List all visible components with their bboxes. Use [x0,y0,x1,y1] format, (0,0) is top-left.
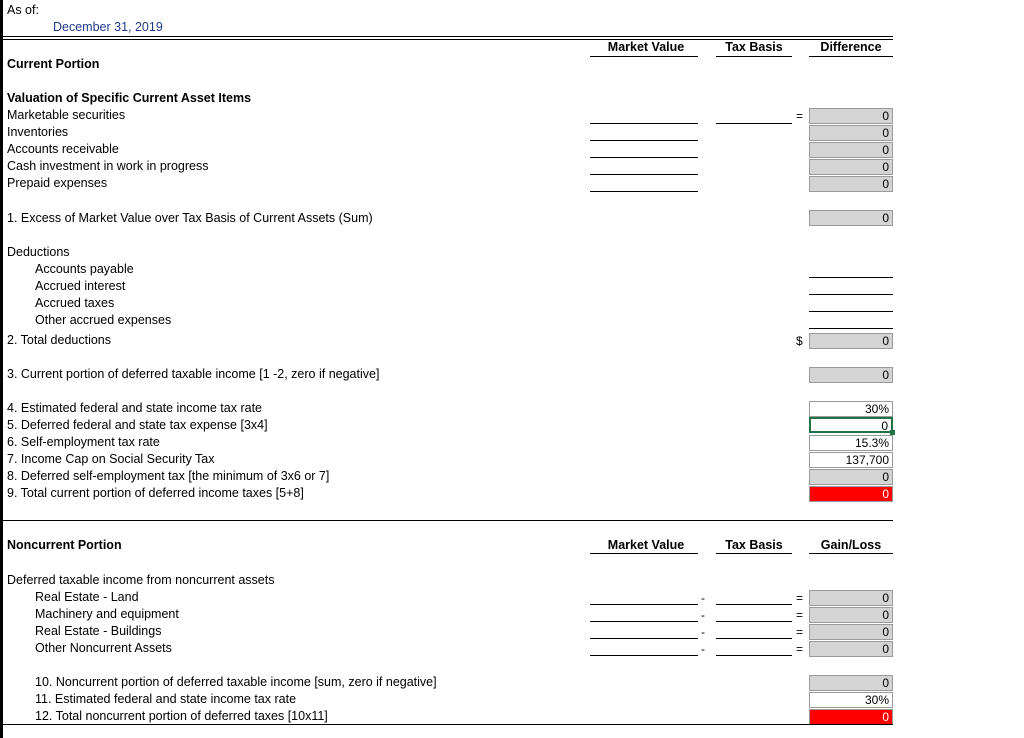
deduction-label: Accrued taxes [35,296,115,310]
noncurrent-item-label: Machinery and equipment [35,607,179,621]
market-value-input[interactable] [590,191,698,192]
noncurrent-item-label: Real Estate - Buildings [35,624,162,638]
tax-basis-input[interactable] [716,123,792,124]
market-value-input[interactable] [590,157,698,158]
tax-basis-input[interactable] [716,655,792,656]
item-label: Accounts receivable [7,142,119,156]
minus-sign: - [701,625,705,639]
item-label: Cash investment in work in progress [7,159,209,173]
difference-cell[interactable]: 0 [809,125,893,141]
report-date[interactable]: December 31, 2019 [53,20,163,34]
as-of-label: As of: [7,3,39,17]
line3-value[interactable]: 0 [809,367,893,383]
difference-cell[interactable]: 0 [809,176,893,192]
difference-cell[interactable]: 0 [809,108,893,124]
noncurrent-portion-title: Noncurrent Portion [7,538,122,552]
underline [716,56,792,57]
underline [716,553,792,554]
col-market-value: Market Value [607,538,685,552]
underline [809,56,893,57]
market-value-input[interactable] [590,123,698,124]
line2-value[interactable]: 0 [809,333,893,349]
current-portion-title: Current Portion [7,57,100,71]
deductions-title: Deductions [7,245,70,259]
line3-label: 3. Current portion of deferred taxable income [1 -2, zero if negative] [7,367,380,381]
equals-sign: = [796,109,804,123]
underline [809,553,893,554]
col-difference: Difference [820,40,882,54]
tax-basis-input[interactable] [716,604,792,605]
line11-value[interactable]: 30% [809,692,893,708]
difference-cell[interactable]: 0 [809,142,893,158]
minus-sign: - [701,608,705,622]
header-rule-top [3,36,893,37]
market-value-input[interactable] [590,604,698,605]
line10-value[interactable]: 0 [809,675,893,691]
underline [590,56,698,57]
col-tax-basis: Tax Basis [725,40,783,54]
market-value-input[interactable] [590,140,698,141]
deduction-label: Accrued interest [35,279,126,293]
line11-label: 11. Estimated federal and state income tax rate [35,692,297,706]
line8-value[interactable]: 0 [809,469,893,485]
line1-label: 1. Excess of Market Value over Tax Basis of Current Assets (Sum) [7,211,373,225]
deduction-input[interactable] [809,311,893,312]
market-value-input[interactable] [590,621,698,622]
gain-loss-cell[interactable]: 0 [809,624,893,640]
deduction-label: Accounts payable [35,262,134,276]
equals-sign: = [796,608,804,622]
item-label: Marketable securities [7,108,126,122]
market-value-input[interactable] [590,655,698,656]
market-value-input[interactable] [590,174,698,175]
deferred-title: Deferred taxable income from noncurrent assets [7,573,275,587]
dollar-sign: $ [796,334,803,348]
line12-label: 12. Total noncurrent portion of deferred taxes [10x11] [35,709,328,723]
item-label: Prepaid expenses [7,176,108,190]
deduction-input[interactable] [809,277,893,278]
noncurrent-item-label: Real Estate - Land [35,590,139,604]
col-gain-loss: Gain/Loss [820,538,882,552]
line1-value[interactable]: 0 [809,210,893,226]
deduction-input[interactable] [809,294,893,295]
valuation-title: Valuation of Specific Current Asset Items [7,91,252,105]
line9-value[interactable]: 0 [809,486,893,502]
minus-sign: - [701,642,705,656]
col-market-value: Market Value [607,40,685,54]
equals-sign: = [796,642,804,656]
left-border [0,0,3,738]
line7-value[interactable]: 137,700 [809,452,893,468]
equals-sign: = [796,625,804,639]
deduction-input[interactable] [809,328,893,329]
line9-label: 9. Total current portion of deferred income taxes [5+8] [7,486,304,500]
col-tax-basis: Tax Basis [725,538,783,552]
line10-label: 10. Noncurrent portion of deferred taxable income [sum, zero if negative] [35,675,437,689]
line6-label: 6. Self-employment tax rate [7,435,160,449]
line8-label: 8. Deferred self-employment tax [the minimum of 3x6 or 7] [7,469,330,483]
line7-label: 7. Income Cap on Social Security Tax [7,452,215,466]
line12-value[interactable]: 0 [809,709,893,725]
line5-label: 5. Deferred federal and state tax expense [3x4] [7,418,268,432]
bottom-rule [3,724,893,725]
minus-sign: - [701,591,705,605]
market-value-input[interactable] [590,638,698,639]
gain-loss-cell[interactable]: 0 [809,590,893,606]
tax-basis-input[interactable] [716,638,792,639]
line4-value[interactable]: 30% [809,401,893,417]
line2-label: 2. Total deductions [7,333,112,347]
deduction-label: Other accrued expenses [35,313,172,327]
gain-loss-cell[interactable]: 0 [809,607,893,623]
line6-value[interactable]: 15.3% [809,435,893,451]
line5-value[interactable]: 0 [809,417,893,433]
noncurrent-item-label: Other Noncurrent Assets [35,641,172,655]
underline [590,553,698,554]
gain-loss-cell[interactable]: 0 [809,641,893,657]
tax-basis-input[interactable] [716,621,792,622]
difference-cell[interactable]: 0 [809,159,893,175]
section-rule [3,520,893,521]
line4-label: 4. Estimated federal and state income tax rate [7,401,262,415]
equals-sign: = [796,591,804,605]
item-label: Inventories [7,125,69,139]
